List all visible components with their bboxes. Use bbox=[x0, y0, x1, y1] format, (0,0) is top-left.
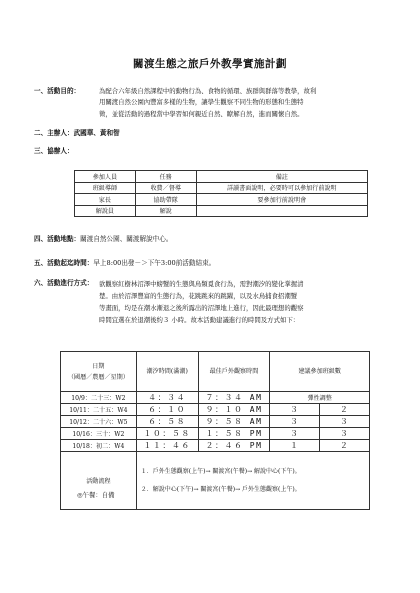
time-value: 早上8:00出發－＞下午3:00前活動結束。 bbox=[93, 259, 216, 267]
table-row bbox=[61, 416, 370, 428]
purpose-line: 為配合六年級自然課程中的動物行為、食物的循環、族群與群落等教學，故利 bbox=[99, 87, 317, 95]
method-heading: 六、活動進行方式： bbox=[34, 279, 94, 287]
table-header-cell: 參加人員 bbox=[75, 171, 136, 183]
schedule-header-tide: 潮汐時間(滿潮) bbox=[136, 352, 198, 392]
footnote: ◎午餐：自備 bbox=[77, 491, 115, 499]
schedule-classes-merged: 彈性調整 bbox=[270, 392, 370, 404]
schedule-tide: １１：４６ bbox=[136, 440, 198, 452]
time-heading: 五、活動起迄時間： bbox=[34, 259, 94, 267]
table-cell bbox=[196, 205, 367, 217]
location-heading: 四、活動地點： bbox=[34, 235, 81, 243]
method-line: 時間宜選在於退潮後約３ 小時。故本活動建議進行的時間及方式如下： bbox=[99, 316, 300, 324]
purpose-heading: 一、活動目的： bbox=[34, 87, 81, 95]
table-cell: 詳讀書面說明，必要時可以參加行前說明 bbox=[196, 182, 367, 194]
schedule-flow-content bbox=[136, 452, 369, 510]
document-title: 關渡生態之旅戶外教學實施計劃 bbox=[133, 58, 287, 70]
table-header-cell: 備註 bbox=[196, 171, 367, 183]
schedule-date: 10/16：三十：W2 bbox=[61, 428, 137, 440]
table-header-cell: 任務 bbox=[135, 171, 196, 183]
table-cell: 要參加行前說明會 bbox=[196, 194, 367, 206]
table-cell: 解說 bbox=[135, 205, 196, 217]
schedule-flow-row bbox=[61, 452, 370, 510]
schedule-flow-label: 活動流程 bbox=[61, 452, 137, 510]
schedule-header-row bbox=[61, 352, 370, 392]
schedule-best-time: ７：３４ AM bbox=[198, 392, 270, 404]
schedule-best-time: ９：５８ AM bbox=[198, 416, 270, 428]
schedule-table bbox=[60, 351, 370, 510]
location-value: 關渡自然公園、關渡解說中心。 bbox=[80, 235, 173, 243]
table-row bbox=[61, 392, 370, 404]
schedule-classes-a: ３ bbox=[270, 404, 320, 416]
schedule-classes-b: ３ bbox=[320, 416, 370, 428]
purpose-line: 用關渡自然公園內豐富多樣的生物，讓學生觀察不同生物的形態和生態特 bbox=[99, 98, 304, 107]
table-cell: 家長 bbox=[75, 194, 136, 206]
schedule-classes-b: ２ bbox=[320, 440, 370, 452]
schedule-header-best-time: 最佳戶外觀察時間 bbox=[198, 352, 270, 392]
schedule-date: 10/12：二十六：W5 bbox=[61, 416, 137, 428]
method-line: 楚。由於沼澤豐富的生態行為，花跳跳來的跳躍，以及水鳥捕食招潮蟹 bbox=[99, 292, 298, 300]
table-row bbox=[75, 182, 368, 194]
cooperators-table bbox=[74, 170, 368, 217]
schedule-classes-b: ３ bbox=[320, 428, 370, 440]
schedule-date: 10/18：初二：W4 bbox=[61, 440, 137, 452]
method-line: 等畫面，均是在潮水漸退之後所露出的沼澤地上進行，因此最理想的觀察 bbox=[99, 304, 304, 312]
purpose-line: 徵，並從活動的過程當中學習如何親近自然、瞭解自然，進而關懷自然。 bbox=[99, 109, 304, 118]
cooperators-heading: 三、協辦人： bbox=[34, 147, 74, 155]
location-line bbox=[34, 234, 172, 244]
table-row bbox=[61, 428, 370, 440]
flow-step: ２．解說中心(下午)→ 關渡宮(午餐)→ 戶外生態觀察(上午)。 bbox=[140, 485, 301, 493]
schedule-tide: １０：５８ bbox=[136, 428, 198, 440]
table-row bbox=[61, 404, 370, 416]
table-cell: 班級導師 bbox=[75, 182, 136, 194]
table-row bbox=[75, 194, 368, 206]
schedule-tide: ４：３４ bbox=[136, 392, 198, 404]
schedule-header-date: 日期 （國曆／農曆／星期） bbox=[61, 352, 137, 392]
schedule-tide: ６：５８ bbox=[136, 416, 198, 428]
table-row bbox=[75, 205, 368, 217]
time-line bbox=[34, 258, 215, 268]
schedule-date: 10/11：二十五：W4 bbox=[61, 404, 137, 416]
table-header-row bbox=[75, 171, 368, 183]
schedule-tide: ６：１０ bbox=[136, 404, 198, 416]
organizer-line bbox=[34, 128, 120, 138]
purpose-text bbox=[99, 86, 399, 120]
method-line: 欲觀察紅樹林沼澤中螃蟹的生態與鳥類覓食行為，需對潮汐的變化掌握清 bbox=[99, 280, 304, 288]
schedule-classes-b: ２ bbox=[320, 404, 370, 416]
schedule-classes-a: ３ bbox=[270, 416, 320, 428]
table-row bbox=[61, 440, 370, 452]
schedule-date: 10/9：二十三：W2 bbox=[61, 392, 137, 404]
schedule-classes-a: ３ bbox=[270, 428, 320, 440]
organizer-value: 武國華、黃和智 bbox=[73, 129, 120, 137]
table-cell: 解說員 bbox=[75, 205, 136, 217]
schedule-classes-a: １ bbox=[270, 440, 320, 452]
method-text bbox=[99, 278, 399, 326]
schedule-best-time: ２：４６ PM bbox=[198, 440, 270, 452]
flow-step: １．戶外生態觀察(上午)→ 關渡宮(午餐)→ 解說中心(下午)。 bbox=[140, 467, 301, 475]
schedule-best-time: １：５８ PM bbox=[198, 428, 270, 440]
schedule-best-time: ９：１０ AM bbox=[198, 404, 270, 416]
table-cell: 收費／督導 bbox=[135, 182, 196, 194]
organizer-heading: 二、主辦人： bbox=[34, 129, 74, 137]
table-cell: 協助帶隊 bbox=[135, 194, 196, 206]
schedule-header-classes: 建議參加班級數 bbox=[270, 352, 370, 392]
